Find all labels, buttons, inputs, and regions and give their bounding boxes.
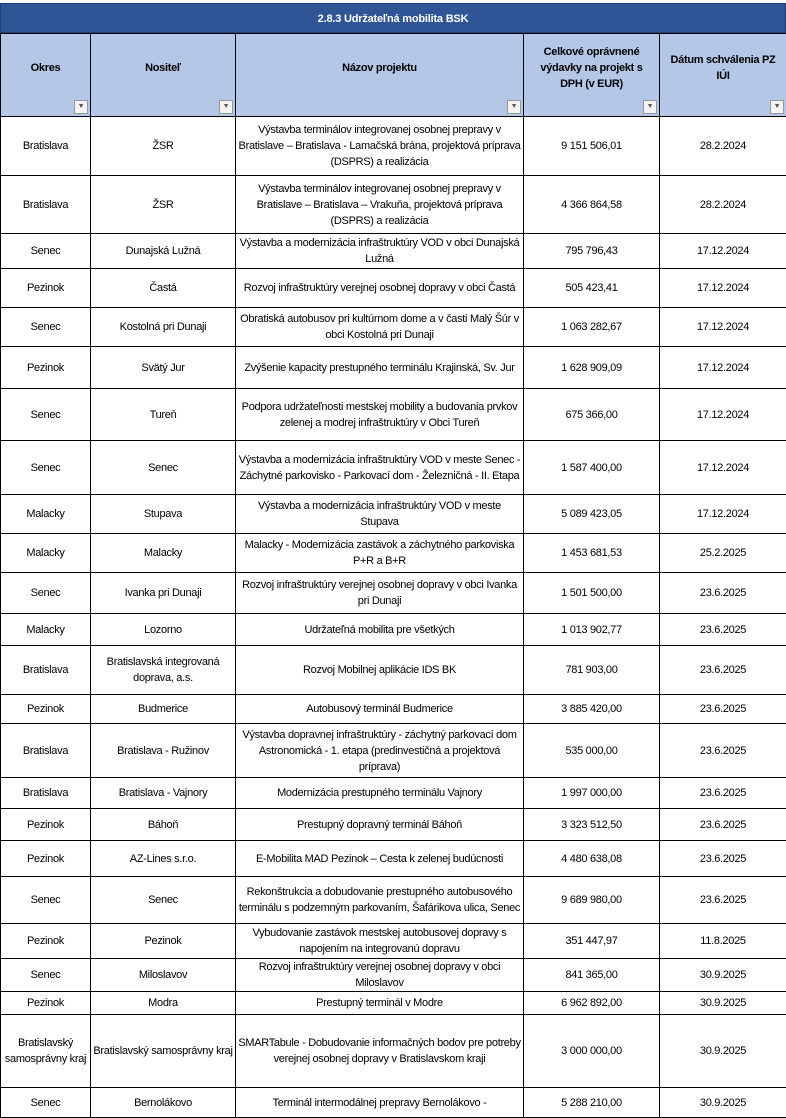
cell-datum-schvalenia[interactable]: 30.9.2025 xyxy=(660,1015,786,1088)
cell-nositel[interactable]: Častá xyxy=(91,269,236,308)
cell-datum-schvalenia[interactable]: 30.9.2025 xyxy=(660,959,786,992)
cell-nositel[interactable]: Bernolákovo xyxy=(91,1088,236,1118)
cell-okres[interactable]: Bratislava xyxy=(1,778,91,809)
cell-nositel[interactable]: Malacky xyxy=(91,534,236,573)
cell-nazov-projektu[interactable]: Podpora udržateľnosti mestskej mobility a budovania prvkov zelenej a modrej infraštruktúry v Obci Tureň xyxy=(236,389,524,441)
cell-datum-schvalenia[interactable]: 23.6.2025 xyxy=(660,809,786,841)
cell-nositel[interactable]: Lozorno xyxy=(91,614,236,646)
cell-okres[interactable]: Senec xyxy=(1,1088,91,1118)
cell-nositel[interactable]: Bratislava - Vajnory xyxy=(91,778,236,809)
cell-vydavky[interactable]: 9 151 506,01 xyxy=(524,117,660,176)
cell-nositel[interactable]: Tureň xyxy=(91,389,236,441)
cell-datum-schvalenia[interactable]: 17.12.2024 xyxy=(660,269,786,308)
cell-datum-schvalenia[interactable]: 28.2.2024 xyxy=(660,117,786,176)
cell-nositel[interactable]: Senec xyxy=(91,877,236,924)
cell-nazov-projektu[interactable]: E-Mobilita MAD Pezinok – Cesta k zelenej budúcnosti xyxy=(236,841,524,877)
cell-datum-schvalenia[interactable]: 23.6.2025 xyxy=(660,724,786,778)
table-row xyxy=(1,495,786,534)
cell-vydavky[interactable]: 351 447,97 xyxy=(524,924,660,959)
cell-okres[interactable]: Pezinok xyxy=(1,809,91,841)
cell-datum-schvalenia[interactable]: 23.6.2025 xyxy=(660,695,786,724)
cell-nazov-projektu[interactable]: Prestupný terminál v Modre xyxy=(236,992,524,1015)
cell-nazov-projektu[interactable]: Rozvoj Mobilnej aplikácie IDS BK xyxy=(236,646,524,695)
cell-vydavky[interactable]: 9 689 980,00 xyxy=(524,877,660,924)
cell-datum-schvalenia[interactable]: 23.6.2025 xyxy=(660,877,786,924)
cell-nositel[interactable]: Pezinok xyxy=(91,924,236,959)
cell-datum-schvalenia[interactable]: 17.12.2024 xyxy=(660,308,786,347)
cell-nositel[interactable]: Kostolná pri Dunaji xyxy=(91,308,236,347)
filter-dropdown-icon[interactable]: ▼ xyxy=(770,100,784,114)
table-row xyxy=(1,992,786,1015)
cell-datum-schvalenia[interactable]: 30.9.2025 xyxy=(660,1088,786,1118)
cell-okres[interactable]: Bratislava xyxy=(1,724,91,778)
table-row xyxy=(1,573,786,614)
cell-datum-schvalenia[interactable]: 30.9.2025 xyxy=(660,992,786,1015)
spreadsheet-table-region xyxy=(0,3,786,1118)
cell-nositel[interactable]: Bratislavský samosprávny kraj xyxy=(91,1015,236,1088)
cell-vydavky[interactable]: 1 587 400,00 xyxy=(524,441,660,495)
cell-vydavky[interactable]: 3 000 000,00 xyxy=(524,1015,660,1088)
cell-datum-schvalenia[interactable]: 23.6.2025 xyxy=(660,614,786,646)
filter-dropdown-icon[interactable]: ▼ xyxy=(74,100,88,114)
filter-dropdown-icon[interactable]: ▼ xyxy=(643,100,657,114)
table-row xyxy=(1,614,786,646)
cell-okres[interactable]: Bratislava xyxy=(1,176,91,234)
table-row xyxy=(1,347,786,389)
cell-nazov-projektu[interactable]: Zvýšenie kapacity prestupného terminálu Krajinská, Sv. Jur xyxy=(236,347,524,389)
table-row xyxy=(1,877,786,924)
column-header-vydavky xyxy=(524,34,660,117)
cell-nazov-projektu[interactable]: Modernizácia prestupného terminálu Vajnory xyxy=(236,778,524,809)
cell-okres[interactable]: Malacky xyxy=(1,495,91,534)
table-row xyxy=(1,924,786,959)
cell-datum-schvalenia[interactable]: 17.12.2024 xyxy=(660,347,786,389)
column-header-label: Okres xyxy=(3,60,88,90)
cell-okres[interactable]: Pezinok xyxy=(1,269,91,308)
cell-nositel[interactable]: Bratislava - Ružinov xyxy=(91,724,236,778)
cell-datum-schvalenia[interactable]: 17.12.2024 xyxy=(660,234,786,269)
cell-nositel[interactable]: ŽSR xyxy=(91,176,236,234)
cell-vydavky[interactable]: 6 962 892,00 xyxy=(524,992,660,1015)
cell-datum-schvalenia[interactable]: 25.2.2025 xyxy=(660,534,786,573)
cell-datum-schvalenia[interactable]: 11.8.2025 xyxy=(660,924,786,959)
cell-nazov-projektu[interactable]: SMARTabule - Dobudovanie informačných bodov pre potreby verejnej osobnej dopravy v Bratislavskom kraji xyxy=(236,1015,524,1088)
cell-vydavky[interactable]: 841 365,00 xyxy=(524,959,660,992)
table-row xyxy=(1,841,786,877)
cell-nazov-projektu[interactable]: Malacky - Modernizácia zastávok a záchytného parkoviska P+R a B+R xyxy=(236,534,524,573)
table-row xyxy=(1,1088,786,1118)
cell-okres[interactable]: Pezinok xyxy=(1,841,91,877)
cell-vydavky[interactable]: 1 013 902,77 xyxy=(524,614,660,646)
cell-okres[interactable]: Bratislava xyxy=(1,117,91,176)
cell-okres[interactable]: Senec xyxy=(1,441,91,495)
cell-nazov-projektu[interactable]: Výstavba a modernizácia infraštruktúry VOD v obci Dunajská Lužná xyxy=(236,234,524,269)
cell-nazov-projektu[interactable]: Výstavba dopravnej infraštruktúry - záchytný parkovací dom Astronomická - 1. etapa (predinvestičná a projektová príprava) xyxy=(236,724,524,778)
cell-datum-schvalenia[interactable]: 23.6.2025 xyxy=(660,573,786,614)
cell-vydavky[interactable]: 3 323 512,50 xyxy=(524,809,660,841)
header-row xyxy=(1,34,786,117)
cell-okres[interactable]: Pezinok xyxy=(1,924,91,959)
cell-vydavky[interactable]: 781 903,00 xyxy=(524,646,660,695)
projects-table xyxy=(0,33,786,1118)
column-header-label: Názov projektu xyxy=(238,60,521,90)
cell-nositel[interactable]: AZ-Lines s.r.o. xyxy=(91,841,236,877)
table-row xyxy=(1,959,786,992)
cell-datum-schvalenia[interactable]: 23.6.2025 xyxy=(660,841,786,877)
cell-vydavky[interactable]: 795 796,43 xyxy=(524,234,660,269)
cell-okres[interactable]: Senec xyxy=(1,234,91,269)
cell-nazov-projektu[interactable]: Obratiská autobusov pri kultúrnom dome a v časti Malý Šúr v obci Kostolná pri Dunaji xyxy=(236,308,524,347)
filter-dropdown-icon[interactable]: ▼ xyxy=(507,100,521,114)
cell-datum-schvalenia[interactable]: 28.2.2024 xyxy=(660,176,786,234)
cell-nazov-projektu[interactable]: Výstavba terminálov integrovanej osobnej prepravy v Bratislave – Bratislava - Lamačská brána, projektová príprava (DSPRS) a realizácia xyxy=(236,117,524,176)
cell-nazov-projektu[interactable]: Rozvoj infraštruktúry verejnej osobnej dopravy v obci Ivanka pri Dunaji xyxy=(236,573,524,614)
table-row xyxy=(1,269,786,308)
cell-nositel[interactable]: Bratislavská integrovaná doprava, a.s. xyxy=(91,646,236,695)
table-row xyxy=(1,695,786,724)
cell-vydavky[interactable]: 3 885 420,00 xyxy=(524,695,660,724)
cell-okres[interactable]: Malacky xyxy=(1,614,91,646)
cell-vydavky[interactable]: 5 288 210,00 xyxy=(524,1088,660,1118)
cell-nositel[interactable]: Modra xyxy=(91,992,236,1015)
cell-okres[interactable]: Senec xyxy=(1,389,91,441)
cell-okres[interactable]: Senec xyxy=(1,959,91,992)
table-row xyxy=(1,176,786,234)
column-header-nazov-projektu xyxy=(236,34,524,117)
cell-okres[interactable]: Bratislavský samosprávny kraj xyxy=(1,1015,91,1088)
cell-vydavky[interactable]: 4 366 864,58 xyxy=(524,176,660,234)
table-row xyxy=(1,308,786,347)
cell-nazov-projektu[interactable]: Rozvoj infraštruktúry verejnej osobnej dopravy v obci Častá xyxy=(236,269,524,308)
table-row xyxy=(1,534,786,573)
cell-okres[interactable]: Pezinok xyxy=(1,347,91,389)
cell-datum-schvalenia[interactable]: 17.12.2024 xyxy=(660,389,786,441)
cell-nositel[interactable]: Báhoň xyxy=(91,809,236,841)
column-header-label: Nositeľ xyxy=(93,60,233,90)
cell-vydavky[interactable]: 4 480 638,08 xyxy=(524,841,660,877)
column-header-datum-schvalenia xyxy=(660,34,786,117)
table-row xyxy=(1,724,786,778)
cell-nazov-projektu[interactable]: Vybudovanie zastávok mestskej autobusovej dopravy s napojením na integrovanú dopravu xyxy=(236,924,524,959)
cell-nositel[interactable]: Senec xyxy=(91,441,236,495)
cell-vydavky[interactable]: 5 089 423,05 xyxy=(524,495,660,534)
table-row xyxy=(1,809,786,841)
cell-vydavky[interactable]: 1 453 681,53 xyxy=(524,534,660,573)
cell-nazov-projektu[interactable]: Rozvoj infraštruktúry verejnej osobnej dopravy v obci Miloslavov xyxy=(236,959,524,992)
cell-vydavky[interactable]: 535 000,00 xyxy=(524,724,660,778)
cell-okres[interactable]: Malacky xyxy=(1,534,91,573)
cell-nositel[interactable]: Miloslavov xyxy=(91,959,236,992)
cell-okres[interactable]: Pezinok xyxy=(1,992,91,1015)
cell-datum-schvalenia[interactable]: 23.6.2025 xyxy=(660,646,786,695)
cell-vydavky[interactable]: 1 501 500,00 xyxy=(524,573,660,614)
cell-nazov-projektu[interactable]: Terminál intermodálnej prepravy Bernolákovo - xyxy=(236,1088,524,1118)
cell-okres[interactable]: Senec xyxy=(1,877,91,924)
table-row xyxy=(1,389,786,441)
cell-nazov-projektu[interactable]: Výstavba a modernizácia infraštruktúry VOD v meste Senec - Záchytné parkovisko - Parkovací dom - Železničná - II. Etapa xyxy=(236,441,524,495)
table-row xyxy=(1,1015,786,1088)
cell-nazov-projektu[interactable]: Autobusový terminál Budmerice xyxy=(236,695,524,724)
table-row xyxy=(1,117,786,176)
table-row xyxy=(1,441,786,495)
table-row xyxy=(1,646,786,695)
cell-okres[interactable]: Senec xyxy=(1,308,91,347)
cell-nazov-projektu[interactable]: Udržateľná mobilita pre všetkých xyxy=(236,614,524,646)
cell-nositel[interactable]: Budmerice xyxy=(91,695,236,724)
column-header-label: Dátum schválenia PZ IÚI xyxy=(662,52,784,98)
column-header-okres xyxy=(1,34,91,117)
cell-nositel[interactable]: Dunajská Lužná xyxy=(91,234,236,269)
filter-dropdown-icon[interactable]: ▼ xyxy=(219,100,233,114)
cell-nositel[interactable]: ŽSR xyxy=(91,117,236,176)
cell-vydavky[interactable]: 505 423,41 xyxy=(524,269,660,308)
table-row xyxy=(1,234,786,269)
cell-nazov-projektu[interactable]: Prestupný dopravný terminál Báhoň xyxy=(236,809,524,841)
column-header-nositel xyxy=(91,34,236,117)
column-header-label: Celkové oprávnené výdavky na projekt s DPH (v EUR) xyxy=(526,44,657,106)
cell-datum-schvalenia[interactable]: 17.12.2024 xyxy=(660,495,786,534)
table-row xyxy=(1,778,786,809)
cell-vydavky[interactable]: 1 063 282,67 xyxy=(524,308,660,347)
cell-vydavky[interactable]: 675 366,00 xyxy=(524,389,660,441)
cell-nazov-projektu[interactable]: Rekonštrukcia a dobudovanie prestupného autobusového terminálu s podzemným parkovaním, Šafárikova ulica, Senec xyxy=(236,877,524,924)
cell-vydavky[interactable]: 1 997 000,00 xyxy=(524,778,660,809)
cell-vydavky[interactable]: 1 628 909,09 xyxy=(524,347,660,389)
cell-datum-schvalenia[interactable]: 17.12.2024 xyxy=(660,441,786,495)
cell-okres[interactable]: Pezinok xyxy=(1,695,91,724)
table-title: 2.8.3 Udržateľná mobilita BSK xyxy=(0,3,786,33)
cell-okres[interactable]: Bratislava xyxy=(1,646,91,695)
cell-okres[interactable]: Senec xyxy=(1,573,91,614)
cell-nositel[interactable]: Stupava xyxy=(91,495,236,534)
cell-nazov-projektu[interactable]: Výstavba a modernizácia infraštruktúry VOD v meste Stupava xyxy=(236,495,524,534)
cell-datum-schvalenia[interactable]: 23.6.2025 xyxy=(660,778,786,809)
cell-nazov-projektu[interactable]: Výstavba terminálov integrovanej osobnej prepravy v Bratislave – Bratislava – Vrakuňa, projektová príprava (DSPRS) a realizácia xyxy=(236,176,524,234)
cell-nositel[interactable]: Ivanka pri Dunaji xyxy=(91,573,236,614)
cell-nositel[interactable]: Svätý Jur xyxy=(91,347,236,389)
